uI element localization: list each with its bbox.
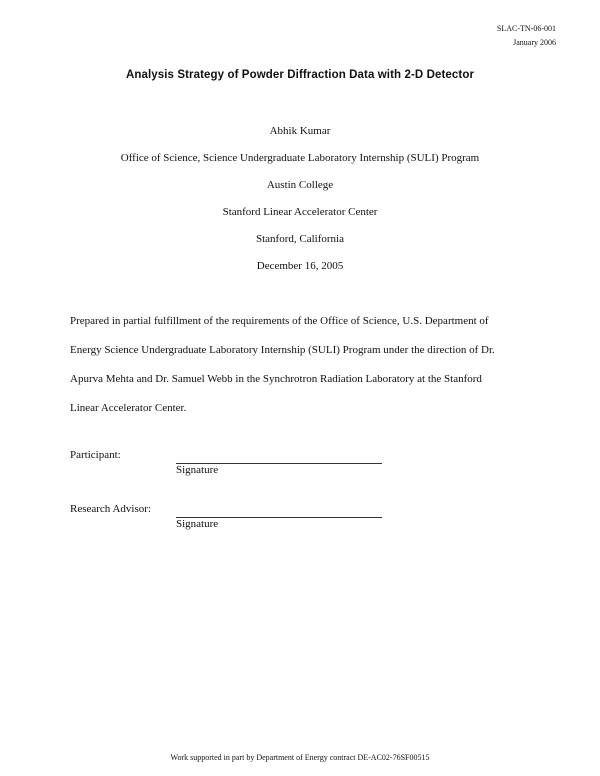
program-name: Office of Science, Science Undergraduate Laboratory Internship (SULI) Program bbox=[120, 152, 480, 164]
report-id-block bbox=[497, 22, 556, 50]
abstract-line: Prepared in partial fulfillment of the requirements of the Office of Science, U.S. Department of bbox=[70, 315, 489, 327]
advisor-label: Research Advisor: bbox=[70, 503, 151, 515]
author-block bbox=[0, 124, 600, 286]
report-number: SLAC-TN-06-001 bbox=[496, 24, 556, 33]
college-name: Austin College bbox=[266, 179, 334, 191]
funding-footer: Work supported in part by Department of Energy contract DE-AC02-76SF00515 bbox=[170, 753, 430, 762]
participant-label: Participant: bbox=[70, 449, 121, 461]
abstract-line: Apurva Mehta and Dr. Samuel Webb in the Synchrotron Radiation Laboratory at the Stanford bbox=[70, 373, 482, 385]
submission-date: December 16, 2005 bbox=[256, 260, 344, 272]
participant-signature-caption: Signature bbox=[176, 464, 219, 476]
abstract-line: Linear Accelerator Center. bbox=[70, 402, 187, 414]
location: Stanford, California bbox=[256, 233, 344, 245]
center-name: Stanford Linear Accelerator Center bbox=[222, 206, 378, 218]
abstract-paragraph bbox=[70, 314, 540, 430]
document-title: Analysis Strategy of Powder Diffraction Data with 2-D Detector bbox=[125, 69, 475, 81]
advisor-signature-caption: Signature bbox=[176, 518, 219, 530]
abstract-line: Energy Science Undergraduate Laboratory Internship (SULI) Program under the direction of Dr. bbox=[70, 344, 495, 356]
author-name: Abhik Kumar bbox=[269, 125, 331, 137]
report-date: January 2006 bbox=[513, 38, 556, 47]
